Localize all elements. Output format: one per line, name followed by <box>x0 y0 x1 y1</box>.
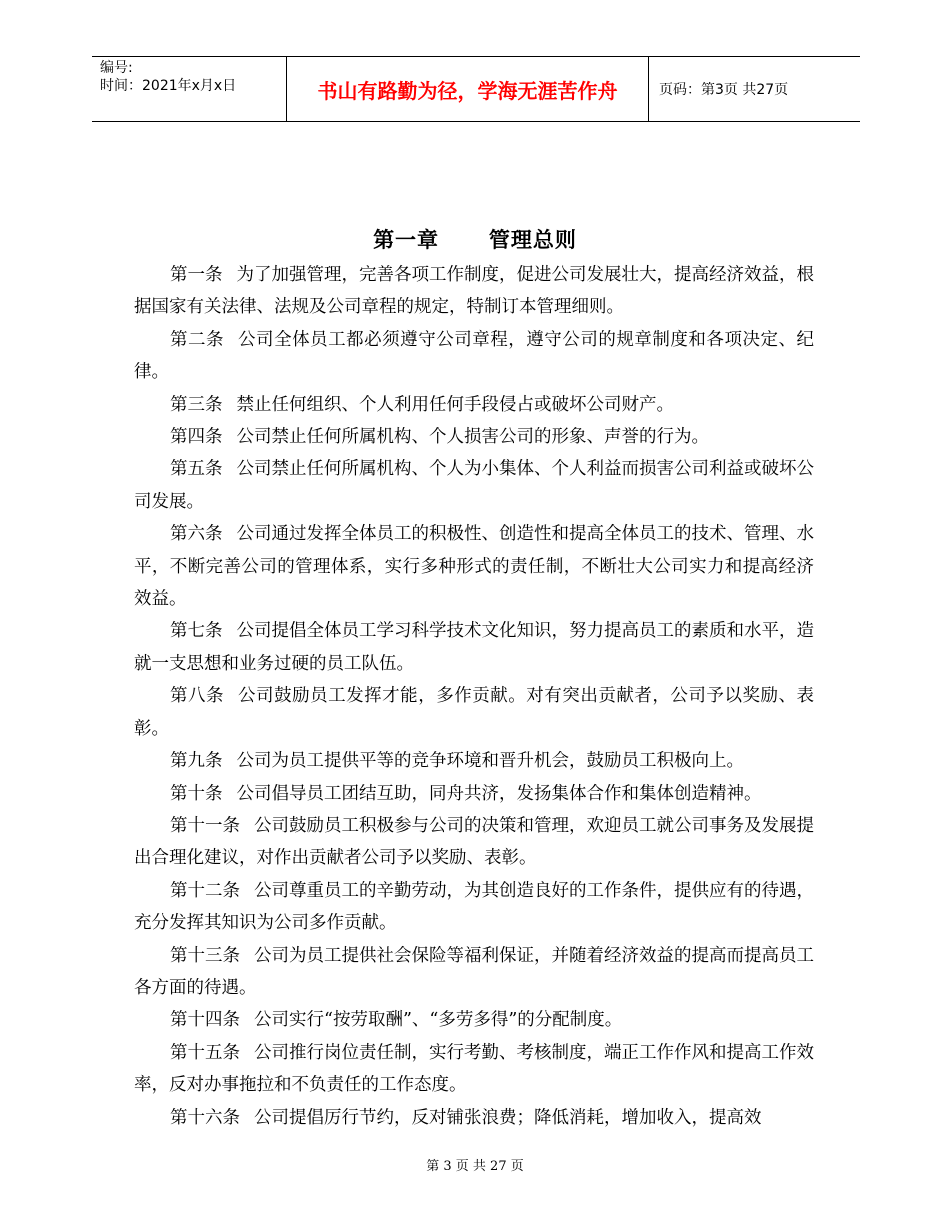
article-paragraph <box>134 1004 814 1036</box>
article-text: 公司禁止任何所属机构、个人为小集体、个人利益而损害公司利益或破坏公司发展。 <box>134 459 814 512</box>
article-number: 第十五条 <box>170 1042 240 1063</box>
article-paragraph <box>134 259 814 324</box>
article-text: 公司尊重员工的辛勤劳动，为其创造良好的工作条件，提供应有的待遇，充分发挥其知识为公司多作贡献。 <box>134 880 814 934</box>
article-number: 第六条 <box>170 524 223 545</box>
article-text: 公司全体员工都必须遵守公司章程，遵守公司的规章制度和各项决定、纪律。 <box>134 329 815 383</box>
article-paragraph <box>134 324 814 389</box>
article-number: 第三条 <box>170 394 223 415</box>
article-paragraph <box>134 745 814 777</box>
article-number: 第十一条 <box>170 815 240 836</box>
article-text: 公司提倡厉行节约，反对铺张浪费；降低消耗，增加收入，提高效 <box>254 1107 762 1128</box>
article-number: 第一条 <box>170 265 223 285</box>
article-number: 第十三条 <box>170 945 240 966</box>
header-motto: 书山有路勤为径，学海无涯苦作舟 <box>287 57 649 121</box>
number-label: 编号: <box>100 60 133 76</box>
article-text: 公司鼓励员工积极参与公司的决策和管理，欢迎员工就公司事务及发展提出合理化建议，对作出贡献者公司予以奖励、表彰。 <box>134 815 814 869</box>
article-text: 禁止任何组织、个人利用任何手段侵占或破坏公司财产。 <box>236 394 674 415</box>
header-page-info: 页码：第3页 共27页 <box>659 82 789 98</box>
time-label: 时间：2021年x月x日 <box>100 78 237 94</box>
article-text: 公司倡导员工团结互助，同舟共济，发扬集体合作和集体创造精神。 <box>236 783 762 804</box>
article-paragraph <box>134 1102 814 1134</box>
article-text: 公司为员工提供平等的竞争环境和晋升机会，鼓励员工积极向上。 <box>236 751 744 772</box>
article-number: 第十四条 <box>170 1010 240 1031</box>
article-number: 第十六条 <box>170 1107 240 1128</box>
article-number: 第十条 <box>170 783 223 804</box>
header-meta <box>92 57 287 121</box>
article-text: 为了加强管理，完善各项工作制度，促进公司发展壮大，提高经济效益，根据国家有关法律、法规及公司章程的规定，特制订本管理细则。 <box>134 265 814 318</box>
article-number: 第二条 <box>170 329 225 350</box>
article-number: 第九条 <box>170 751 223 772</box>
article-number: 第五条 <box>170 459 223 480</box>
article-paragraph <box>134 810 814 875</box>
article-number: 第七条 <box>170 621 223 642</box>
article-paragraph <box>134 940 814 1005</box>
article-paragraph <box>134 1037 814 1102</box>
page-footer: 第 3 页 共 27 页 <box>426 1159 524 1174</box>
chapter-title: 第一章 管理总则 <box>373 228 577 252</box>
article-paragraph <box>134 389 814 421</box>
article-text: 公司鼓励员工发挥才能，多作贡献。对有突出贡献者，公司予以奖励、表彰。 <box>134 686 815 739</box>
article-paragraph <box>134 453 814 518</box>
article-paragraph <box>134 875 814 940</box>
article-paragraph <box>134 615 814 680</box>
article-number: 第八条 <box>170 686 225 707</box>
article-paragraph <box>134 518 814 615</box>
article-paragraph <box>134 778 814 810</box>
article-text: 公司禁止任何所属机构、个人损害公司的形象、声誉的行为。 <box>236 427 709 448</box>
article-text: 公司通过发挥全体员工的积极性、创造性和提高全体员工的技术、管理、水平，不断完善公司的管理体系，实行多种形式的责任制，不断壮大公司实力和提高经济效益。 <box>134 524 814 610</box>
article-text: 公司提倡全体员工学习科学技术文化知识，努力提高员工的素质和水平，造就一支思想和业务过硬的员工队伍。 <box>134 621 814 674</box>
article-paragraph <box>134 421 814 453</box>
article-text: 公司实行“按劳取酬”、“多劳多得”的分配制度。 <box>254 1010 623 1031</box>
articles-body <box>134 259 814 1134</box>
article-text: 公司为员工提供社会保险等福利保证，并随着经济效益的提高而提高员工各方面的待遇。 <box>134 945 814 998</box>
article-text: 公司推行岗位责任制，实行考勤、考核制度，端正工作作风和提高工作效率，反对办事拖拉和不负责任的工作态度。 <box>134 1042 814 1096</box>
article-number: 第十二条 <box>170 880 240 901</box>
article-paragraph <box>134 680 814 745</box>
document-header <box>92 56 860 122</box>
article-number: 第四条 <box>170 427 223 448</box>
